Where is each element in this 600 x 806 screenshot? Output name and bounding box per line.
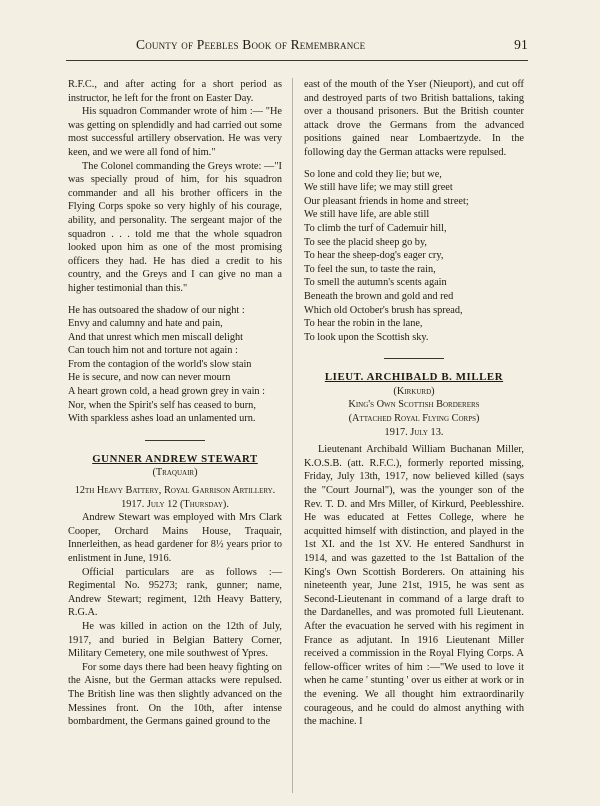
poem-line: To feel the sun, to taste the rain, <box>304 263 436 275</box>
poem-line: To hear the robin in the lane, <box>304 318 423 330</box>
poem-stanza <box>68 304 282 426</box>
poem-line: We still have life, are able still <box>304 209 430 221</box>
paragraph: Official particulars are as follows :—Regimental No. 95273; rank, gunner; name, Andrew Stewart; regiment, 12th Heavy Battery, R.G.A. <box>68 566 282 619</box>
poem-line: So lone and cold they lie; but we, <box>304 168 442 180</box>
right-column <box>304 78 524 729</box>
poem-line: To smell the autumn's scents again <box>304 277 447 289</box>
left-column <box>68 78 282 729</box>
poem-stanza <box>304 168 524 345</box>
death-date: 1917. July 13. <box>384 426 444 438</box>
poem-line: We still have life; we may still greet <box>304 182 453 194</box>
poem-line: To look upon the Scottish sky. <box>304 331 429 343</box>
poem-line: Our pleasant friends in home and street; <box>304 195 469 207</box>
paragraph: R.F.C., and after acting for a short period as instructor, he left for the front on Easter Day. <box>68 79 282 104</box>
page-number: 91 <box>514 37 528 52</box>
paragraph: Andrew Stewart was employed with Mrs Clark Cooper, Orchard Mains House, Traquair, Innerleithen, as head gardener for 8½ years prior to enlistment in June, 1916. <box>68 512 282 564</box>
paragraph: He was killed in action on the 12th of July, 1917, and buried in Belgian Battery Corner, Military Cemetery, one mile southwest of Ypres. <box>68 620 282 660</box>
poem-line: To see the placid sheep go by, <box>304 236 427 248</box>
poem-line: He has outsoared the shadow of our night : <box>68 304 245 316</box>
page-header <box>66 37 528 57</box>
paragraph: Lieutenant Archibald William Buchanan Miller, K.O.S.B. (att. R.F.C.), formerly reported missing, Friday, July 13th, 1917, now believed killed (says the "Court Journal"), was the younger son of the Rev. T. D. and Mrs Miller, of Kirkurd, Peeblesshire. He was educated at Fettes College, where he acquitted himself with distinction, and played in the 1st XI. and the 1st XV. He entered Sandhurst in 1914, and was gazetted to the 1st Battalion of the King's Own Scottish Borderers. On attaining his nineteenth year, June 21st, 1915, he was sent as Second-Lieutenant in command of a large draft to the Dardanelles, and was promoted full Lieutenant. After the evacuation he served with his regiment in France as adjutant. In 1916 Lieutenant Miller received a commission in the Royal Flying Corps. A fellow-officer writes of him :—"We used to love it when he came ' stunting ' over us either at work or in the evening. We all thought him extraordinarily courageous, and he could do almost anything with the machine. I <box>304 444 524 728</box>
poem-line: From the contagion of the world's slow stain <box>68 358 252 370</box>
poem-line: He is secure, and now can never mourn <box>68 372 231 384</box>
poem-line: Can touch him not and torture not again : <box>68 345 238 357</box>
poem-line: Which old October's brush has spread, <box>304 304 463 316</box>
unit-attachment: (Attached Royal Flying Corps) <box>348 413 480 425</box>
header-rule <box>66 60 528 61</box>
paragraph: For some days there had been heavy fighting on the Aisne, but the German attacks were repulsed. The British line was then slightly advanced on the Messines front. On the 10th, after intense bombardment, the Germans gained ground to the <box>68 661 282 728</box>
paragraph: His squadron Commander wrote of him :— "He was getting on splendidly and had carried out some most successful artillery observation. He was very keen, and we were all fond of him." <box>68 106 282 158</box>
unit-name: 12th Heavy Battery, Royal Garrison Artillery. <box>74 485 276 497</box>
column-gutter <box>292 78 293 793</box>
poem-line: To climb the turf of Cademuir hill, <box>304 222 447 234</box>
unit-name: King's Own Scottish Borderers <box>348 399 480 411</box>
poem-line: And that unrest which men miscall delight <box>68 331 244 343</box>
death-date: 1917. July 12 (Thursday). <box>121 498 229 510</box>
poem-line: A heart grown cold, a head grown grey in vain : <box>68 386 266 398</box>
poem-line: Beneath the brown and gold and red <box>304 290 454 302</box>
paragraph: east of the mouth of the Yser (Nieuport), and cut off and destroyed parts of two British battalions, taking over a thousand prisoners. But the British counter attack drove the Germans from the advanced positions gained near Lombaertzyde. In the following day the German attacks were repulsed. <box>304 79 524 158</box>
poem-line: With sparkless ashes load an unlamented urn. <box>68 413 256 425</box>
poem-line: To hear the sheep-dog's eager cry, <box>304 250 444 262</box>
section-heading: GUNNER ANDREW STEWART <box>92 452 258 465</box>
paragraph: The Colonel commanding the Greys wrote: —"I was specially proud of him, for his squadron commander and all his brother officers in the Flying Corps spoke so very highly of his courage, ability, and personality. The sergeant major of the squadron . . . told me that the whole squadron looked upon him as one of the most promising officers they had. He has died a credit to his country, and the Greys and I can give no man a higher testimonial than this." <box>68 160 282 294</box>
section-heading: LIEUT. ARCHIBALD B. MILLER <box>324 371 504 384</box>
poem-line: Nor, when the Spirit's self has ceased to burn, <box>68 399 256 411</box>
poem-line: Envy and calumny and hate and pain, <box>68 318 223 330</box>
place-name: (Traquair) <box>152 467 198 479</box>
place-name: (Kirkurd) <box>393 385 435 397</box>
running-title: County of Peebles Book of Remembrance <box>136 37 366 52</box>
